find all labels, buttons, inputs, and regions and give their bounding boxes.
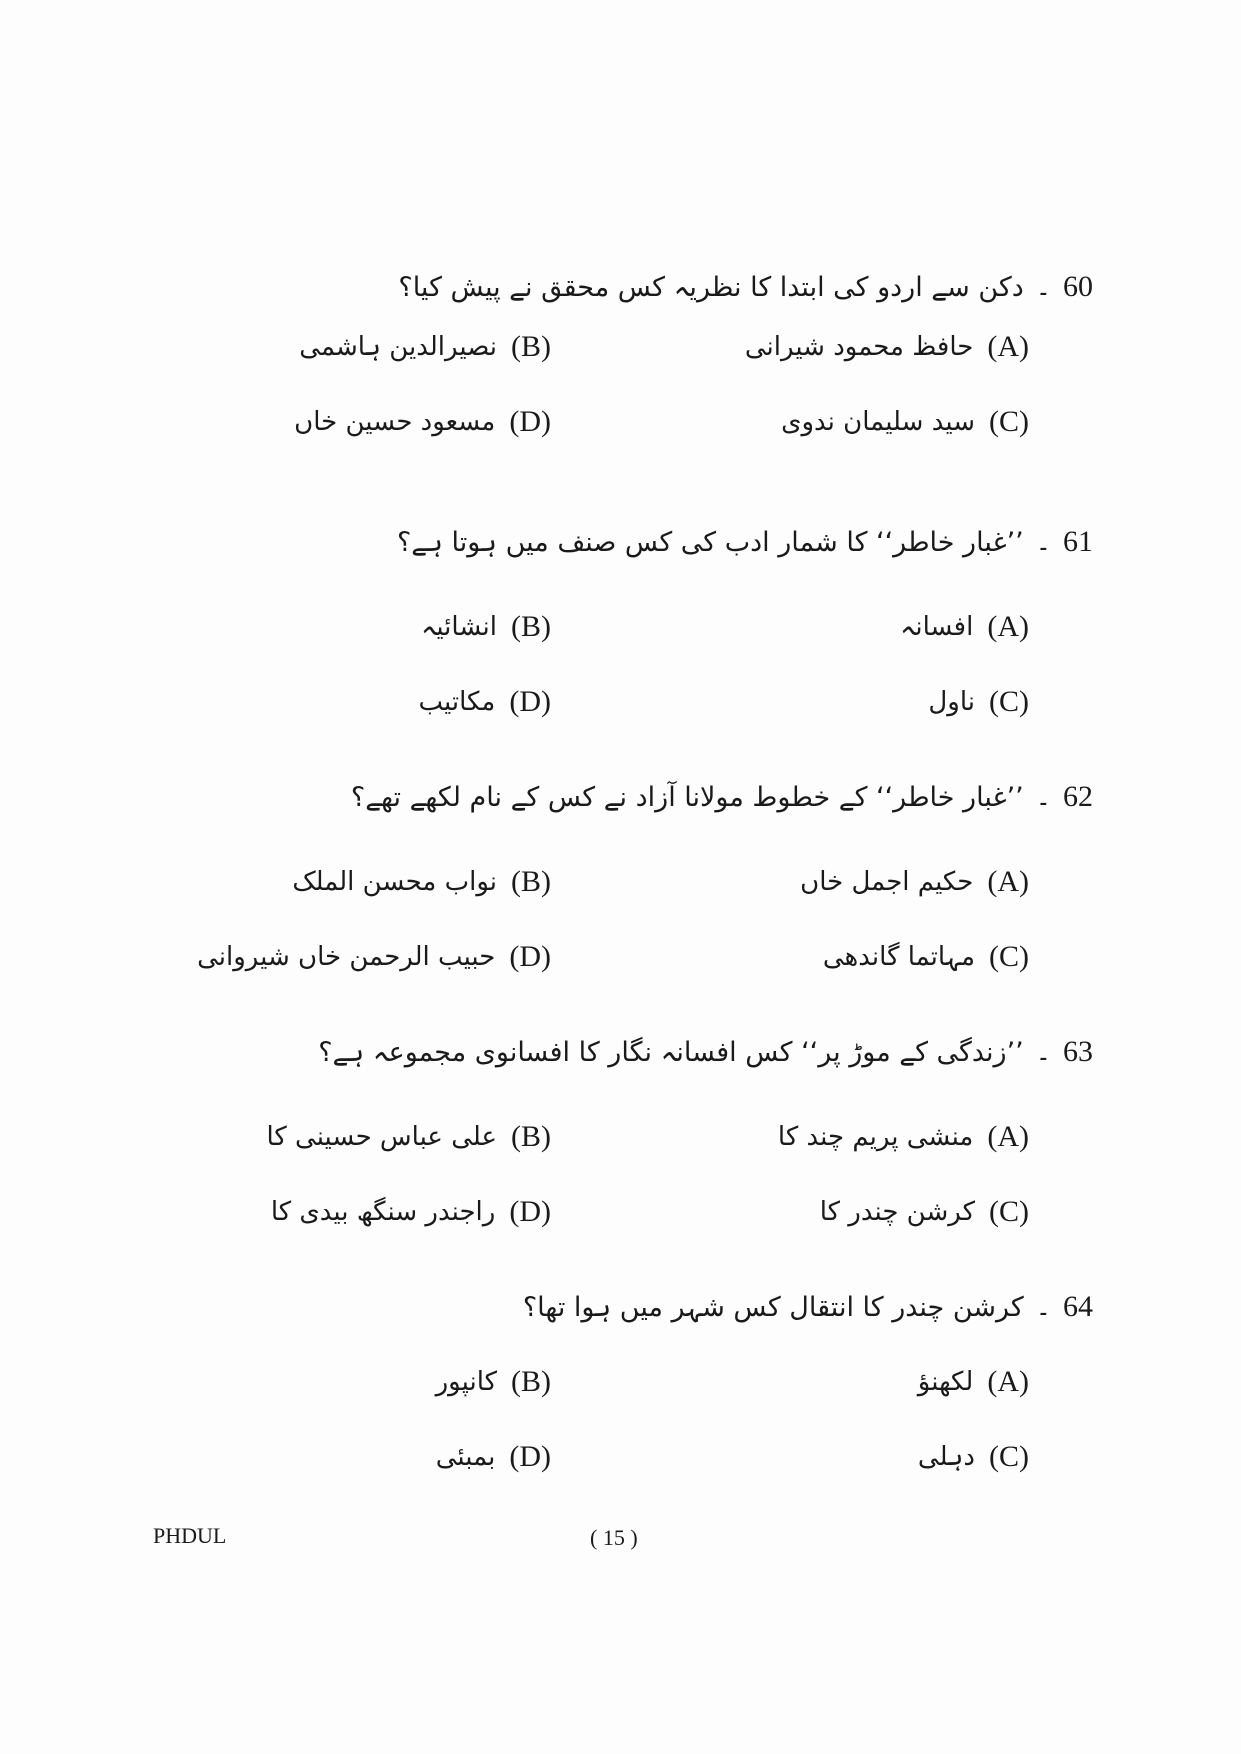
option-letter: (A) [987, 330, 1029, 363]
question-number: 62 [1063, 780, 1093, 813]
paper-code: PHDUL [153, 1523, 227, 1548]
option-b [292, 865, 551, 899]
question-number: 63 [1063, 1035, 1093, 1068]
option-c [820, 1195, 1029, 1229]
option-d [271, 1195, 551, 1229]
option-a [900, 610, 1029, 644]
option-text: کانپور [435, 1367, 497, 1397]
option-letter: (A) [987, 610, 1029, 643]
option-b [421, 610, 551, 644]
option-letter: (C) [989, 1440, 1029, 1473]
option-letter: (D) [509, 1195, 551, 1228]
option-letter: (D) [509, 685, 551, 718]
option-text: منشی پریم چند کا [777, 1122, 974, 1152]
option-d [294, 405, 551, 439]
option-text: راجندر سنگھ بیدی کا [270, 1197, 496, 1227]
question-line [351, 780, 1093, 814]
option-letter: (B) [511, 330, 551, 363]
page-number: ( 15 ) [590, 1525, 638, 1550]
option-text: مہاتما گاندھی [822, 942, 975, 972]
option-letter: (D) [509, 940, 551, 973]
option-c [781, 405, 1029, 439]
question-number: 61 [1063, 525, 1093, 558]
option-a [778, 1120, 1029, 1154]
question-text: ’’غبار خاطر‘‘ کے خطوط مولانا آزاد نے کس کے نام لکھے تھے؟ [350, 781, 1024, 813]
option-letter: (D) [509, 1440, 551, 1473]
question-dash: ۔ [1035, 527, 1051, 557]
question-dash: ۔ [1035, 782, 1051, 812]
option-text: انشائیہ [421, 612, 497, 642]
option-letter: (D) [509, 405, 551, 438]
question-dash: ۔ [1035, 272, 1051, 302]
option-a [800, 865, 1029, 899]
option-text: سید سلیمان ندوی [781, 407, 975, 437]
option-letter: (A) [987, 865, 1029, 898]
option-letter: (C) [989, 685, 1029, 718]
option-text: نواب محسن الملک [292, 867, 497, 897]
option-text: مسعود حسین خاں [294, 407, 496, 437]
option-b [299, 330, 551, 364]
option-text: دہلی [917, 1442, 975, 1472]
option-text: علی عباس حسینی کا [266, 1122, 497, 1152]
option-letter: (C) [989, 1195, 1029, 1228]
option-letter: (C) [989, 405, 1029, 438]
question-dash: ۔ [1035, 1037, 1051, 1067]
option-letter: (B) [511, 1120, 551, 1153]
option-text: حبیب الرحمن خاں شیروانی [197, 942, 496, 972]
question-text: ’’غبار خاطر‘‘ کا شمار ادب کی کس صنف میں ہوتا ہے؟ [396, 526, 1024, 558]
option-b [436, 1365, 551, 1399]
option-a [918, 1365, 1029, 1399]
option-letter: (A) [987, 1365, 1029, 1398]
option-letter: (C) [989, 940, 1029, 973]
option-text: مکاتیب [418, 687, 496, 717]
option-text: حکیم اجمل خاں [800, 867, 974, 897]
question-text: ’’زندگی کے موڑ پر‘‘ کس افسانہ نگار کا افسانوی مجموعہ ہے؟ [318, 1036, 1024, 1068]
option-letter: (B) [511, 610, 551, 643]
option-c [823, 940, 1029, 974]
question-line [523, 1290, 1093, 1324]
option-b [266, 1120, 551, 1154]
option-d [419, 685, 551, 719]
option-text: ناول [928, 687, 975, 717]
option-text: بمبئی [435, 1442, 496, 1472]
option-letter: (B) [511, 1365, 551, 1398]
question-number: 60 [1063, 270, 1093, 303]
question-line [318, 1035, 1093, 1069]
option-letter: (B) [511, 865, 551, 898]
option-a [745, 330, 1029, 364]
option-c [928, 685, 1029, 719]
question-dash: ۔ [1035, 1292, 1051, 1322]
option-text: نصیرالدین ہاشمی [299, 332, 497, 362]
option-text: افسانہ [900, 612, 974, 642]
option-letter: (A) [987, 1120, 1029, 1153]
question-text: دکن سے اردو کی ابتدا کا نظریہ کس محقق نے پیش کیا؟ [398, 271, 1024, 303]
question-line [398, 270, 1093, 304]
question-line [397, 525, 1093, 559]
option-text: حافظ محمود شیرانی [744, 332, 974, 362]
question-text: کرشن چندر کا انتقال کس شہر میں ہوا تھا؟ [522, 1291, 1024, 1323]
option-d [436, 1440, 551, 1474]
option-d [197, 940, 551, 974]
option-text: لکھنؤ [917, 1367, 974, 1397]
option-c [918, 1440, 1029, 1474]
option-text: کرشن چندر کا [819, 1197, 975, 1227]
question-number: 64 [1063, 1290, 1093, 1323]
